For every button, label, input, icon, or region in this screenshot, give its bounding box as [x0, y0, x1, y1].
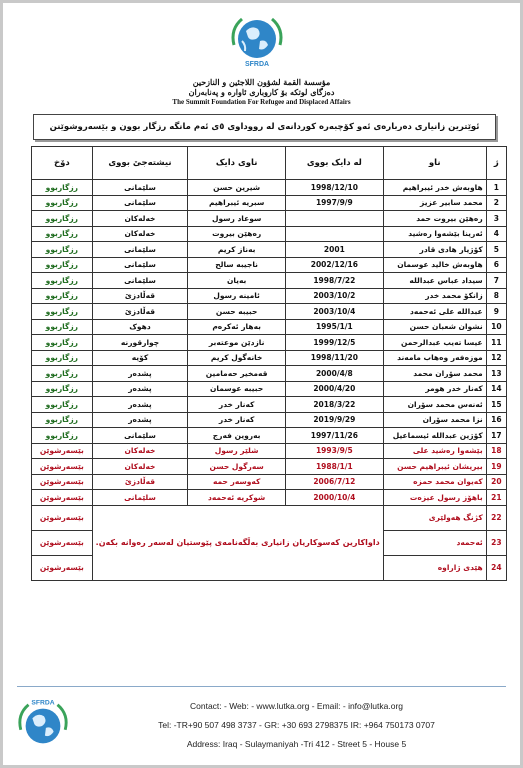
birth-date: 2000/10/4 — [286, 490, 384, 506]
residence: سلێمانی — [92, 428, 188, 444]
table-row — [32, 180, 507, 196]
row-number: 20 — [486, 474, 506, 490]
footer-divider — [17, 686, 506, 687]
row-number: 11 — [486, 335, 506, 351]
birth-date: 1998/7/22 — [286, 273, 384, 289]
table-header-row — [32, 147, 507, 180]
birth-date: 1988/1/1 — [286, 459, 384, 475]
header-name: ناو — [383, 147, 486, 180]
status-badge: رزگاربوو — [32, 257, 93, 273]
person-name: هێدی ژاراوە — [383, 555, 486, 580]
people-table — [31, 146, 507, 581]
person-name: نشوان شعبان حسن — [383, 319, 486, 335]
birth-date: 2001 — [286, 242, 384, 258]
residence: چوارقورنە — [92, 335, 188, 351]
person-name: باهۆز رسول عیزەت — [383, 490, 486, 506]
status-badge: بێسەرشوێن — [32, 490, 93, 506]
birth-date: 1998/11/20 — [286, 350, 384, 366]
person-name: محمد سۆران محمد — [383, 366, 486, 382]
status-badge: رزگاربوو — [32, 335, 93, 351]
mother-name: سبریە ئیبراهیم — [188, 195, 286, 211]
row-number: 21 — [486, 490, 506, 506]
status-badge: بێسەرشوێن — [32, 443, 93, 459]
residence: قەڵادزێ — [92, 304, 188, 320]
status-badge: رزگاربوو — [32, 350, 93, 366]
table-row — [32, 319, 507, 335]
row-number: 12 — [486, 350, 506, 366]
birth-date: 2019/9/29 — [286, 412, 384, 428]
globe-logo-icon — [228, 11, 286, 69]
row-number: 10 — [486, 319, 506, 335]
table-row — [32, 304, 507, 320]
residence: پشدەر — [92, 397, 188, 413]
row-number: 13 — [486, 366, 506, 382]
status-badge: رزگاربوو — [32, 319, 93, 335]
person-name: کژنگ هەولێری — [383, 505, 486, 530]
residence: خەلەکان — [92, 443, 188, 459]
mother-name: بەناز کریم — [188, 242, 286, 258]
status-badge: بێسەرشوێن — [32, 474, 93, 490]
table-row — [32, 242, 507, 258]
residence: پشدەر — [92, 381, 188, 397]
status-badge: رزگاربوو — [32, 180, 93, 196]
birth-date: 2003/10/4 — [286, 304, 384, 320]
row-number: 7 — [486, 273, 506, 289]
mother-name: بەروین فەرج — [188, 428, 286, 444]
mother-name: شوکریە ئەحمەد — [188, 490, 286, 506]
birth-date: 1993/9/5 — [286, 443, 384, 459]
birth-date: 1997/9/9 — [286, 195, 384, 211]
birth-date: 2000/4/20 — [286, 381, 384, 397]
tel-line: Tel: -TR+90 507 498 3737 - GR: +30 693 2798375 IR: +964 750173 0707 — [158, 720, 435, 730]
table-row — [32, 257, 507, 273]
org-name-english: The Summit Foundation For Refugee and Displaced Affairs — [172, 98, 351, 106]
mother-name: رەهێن بیروت — [188, 226, 286, 242]
residence: قەڵادزێ — [92, 288, 188, 304]
row-number: 16 — [486, 412, 506, 428]
mother-name: بەهار ئەکرەم — [188, 319, 286, 335]
table-row — [32, 195, 507, 211]
person-name: هاوبەش خالید عوسمان — [383, 257, 486, 273]
mother-name: ناجیبە سالح — [188, 257, 286, 273]
row-number: 22 — [486, 505, 506, 530]
row-number: 9 — [486, 304, 506, 320]
row-number: 6 — [486, 257, 506, 273]
row-number: 15 — [486, 397, 506, 413]
header-home: نیشتەجێ بووی — [92, 147, 188, 180]
birth-date — [286, 226, 384, 242]
table-row — [32, 505, 507, 530]
person-name: محمد سابیر عزیز — [383, 195, 486, 211]
birth-date: 1995/1/1 — [286, 319, 384, 335]
residence: سلێمانی — [92, 180, 188, 196]
person-name: سیداد عباس عبداللە — [383, 273, 486, 289]
status-badge: رزگاربوو — [32, 195, 93, 211]
row-number: 5 — [486, 242, 506, 258]
residence: دهوک — [92, 319, 188, 335]
mother-name: بەیان — [188, 273, 286, 289]
row-number: 3 — [486, 211, 506, 227]
person-name: هاوبەش خدر ئیبراهیم — [383, 180, 486, 196]
table-row — [32, 443, 507, 459]
mother-name: خانەگول کریم — [188, 350, 286, 366]
birth-date — [286, 211, 384, 227]
person-name: ئەرینا بێشەوا رەشید — [383, 226, 486, 242]
row-number: 8 — [486, 288, 506, 304]
residence: سلێمانی — [92, 257, 188, 273]
header-num: ژ — [486, 147, 506, 180]
person-name: زانکۆ محمد خدر — [383, 288, 486, 304]
header-status: دۆخ — [32, 147, 93, 180]
status-badge: بێسەرشوێن — [32, 459, 93, 475]
footer-logo-text: SFRDA — [31, 699, 55, 707]
person-name: کەیوان محمد حمزە — [383, 474, 486, 490]
row-number: 2 — [486, 195, 506, 211]
status-badge: رزگاربوو — [32, 428, 93, 444]
person-name: بیریشان ئیبراهیم حسن — [383, 459, 486, 475]
status-badge: رزگاربوو — [32, 242, 93, 258]
birth-date: 1998/12/10 — [286, 180, 384, 196]
org-name-kurdish: دەزگای لوتکە بۆ کاروباری ئاوارە و پەنابەران — [188, 87, 335, 97]
residence: خەلەکان — [92, 459, 188, 475]
residence: سلێمانی — [92, 273, 188, 289]
table-row — [32, 366, 507, 382]
row-number: 23 — [486, 530, 506, 555]
mother-name: قەمخیر حەمامین — [188, 366, 286, 382]
status-badge: بێسەرشوێن — [32, 555, 93, 580]
residence: پشدەر — [92, 366, 188, 382]
mother-name: سەرگول حسن — [188, 459, 286, 475]
mother-name: ئامینە رسول — [188, 288, 286, 304]
person-name: موزەفەر وەهاب مامەند — [383, 350, 486, 366]
residence: خەلەکان — [92, 226, 188, 242]
birth-date: 2018/3/22 — [286, 397, 384, 413]
row-number: 18 — [486, 443, 506, 459]
birth-date: 2000/4/8 — [286, 366, 384, 382]
logo-text: SFRDA — [244, 61, 270, 68]
status-badge: بێسەرشوێن — [32, 505, 93, 530]
table-row — [32, 211, 507, 227]
mother-name: کەنار خدر — [188, 397, 286, 413]
person-name: کەنار خدر هومر — [383, 381, 486, 397]
row-number: 4 — [486, 226, 506, 242]
status-badge: رزگاربوو — [32, 366, 93, 382]
info-request-note: داواکارین کەسوکاریان زانیاری بەڵگەنامەی پێوستیان لەسەر رەوانە بکەن. — [92, 505, 383, 580]
status-badge: رزگاربوو — [32, 304, 93, 320]
mother-name: نازدێن موعتەبر — [188, 335, 286, 351]
mother-name: حبیبە عوسمان — [188, 381, 286, 397]
status-badge: رزگاربوو — [32, 288, 93, 304]
status-badge: رزگاربوو — [32, 211, 93, 227]
person-name: بێشەوا رەشید علی — [383, 443, 486, 459]
birth-date: 1997/11/26 — [286, 428, 384, 444]
residence: خەلەکان — [92, 211, 188, 227]
table-row — [32, 459, 507, 475]
table-row — [32, 288, 507, 304]
residence: سلێمانی — [92, 195, 188, 211]
header-birth: لە دایک بووی — [286, 147, 384, 180]
status-badge: رزگاربوو — [32, 273, 93, 289]
table-row — [32, 381, 507, 397]
row-number: 14 — [486, 381, 506, 397]
table-row — [32, 428, 507, 444]
contact-line: Contact: - Web: - www.lutka.org - Email: - info@lutka.org — [189, 701, 403, 711]
person-name: عیسا تەیب عبدالرحمن — [383, 335, 486, 351]
row-number: 19 — [486, 459, 506, 475]
person-name: ئەحمەد — [383, 530, 486, 555]
status-badge: رزگاربوو — [32, 397, 93, 413]
row-number: 24 — [486, 555, 506, 580]
status-badge: رزگاربوو — [32, 412, 93, 428]
residence: کۆیە — [92, 350, 188, 366]
birth-date: 1999/12/5 — [286, 335, 384, 351]
table-row — [32, 412, 507, 428]
mother-name: شلێر رسول — [188, 443, 286, 459]
person-name: نزا محمد سۆران — [383, 412, 486, 428]
mother-name: حبیبە حسن — [188, 304, 286, 320]
table-row — [32, 226, 507, 242]
footer-globe-logo-icon — [15, 697, 71, 753]
person-name: کۆژیار هادی قادر — [383, 242, 486, 258]
residence: پشدەر — [92, 412, 188, 428]
person-name: کۆژین عبداللە ئیسماعیل — [383, 428, 486, 444]
mother-name: کەنار خدر — [188, 412, 286, 428]
person-name: ئەنەس محمد سۆران — [383, 397, 486, 413]
mother-name: سوعاد رسول — [188, 211, 286, 227]
letterhead — [3, 7, 520, 107]
row-number: 17 — [486, 428, 506, 444]
status-badge: رزگاربوو — [32, 381, 93, 397]
birth-date: 2003/10/2 — [286, 288, 384, 304]
mother-name: کەوسەر حمە — [188, 474, 286, 490]
table-row — [32, 474, 507, 490]
residence: سلێمانی — [92, 242, 188, 258]
document-title: ئوێترین زانیاری دەربارەی ئەو کۆچبەرە کوردانەی لە رووداوی ٥ی ئەم مانگە رزگار بوون و بێسەروشوێنن — [33, 114, 496, 140]
address-line: Address: Iraq - Sulaymaniyah -Tri 412 - Street 5 - House 5 — [186, 739, 407, 749]
status-badge: بێسەرشوێن — [32, 530, 93, 555]
row-number: 1 — [486, 180, 506, 196]
table-row — [32, 273, 507, 289]
residence: سلێمانی — [92, 490, 188, 506]
status-badge: رزگاربوو — [32, 226, 93, 242]
org-name-arabic: مؤسسة القمة لشؤون اللاجئين و النازحين — [192, 77, 331, 87]
table-row — [32, 490, 507, 506]
header-mother: ناوی دایک — [188, 147, 286, 180]
mother-name: شیرین حسن — [188, 180, 286, 196]
footer — [3, 693, 520, 763]
table-row — [32, 350, 507, 366]
table-row — [32, 335, 507, 351]
person-name: رەهێن بیروت حمد — [383, 211, 486, 227]
person-name: عبداللە علی ئەحمەد — [383, 304, 486, 320]
birth-date: 2002/12/16 — [286, 257, 384, 273]
residence: قەڵادزێ — [92, 474, 188, 490]
birth-date: 2006/7/12 — [286, 474, 384, 490]
table-row — [32, 397, 507, 413]
